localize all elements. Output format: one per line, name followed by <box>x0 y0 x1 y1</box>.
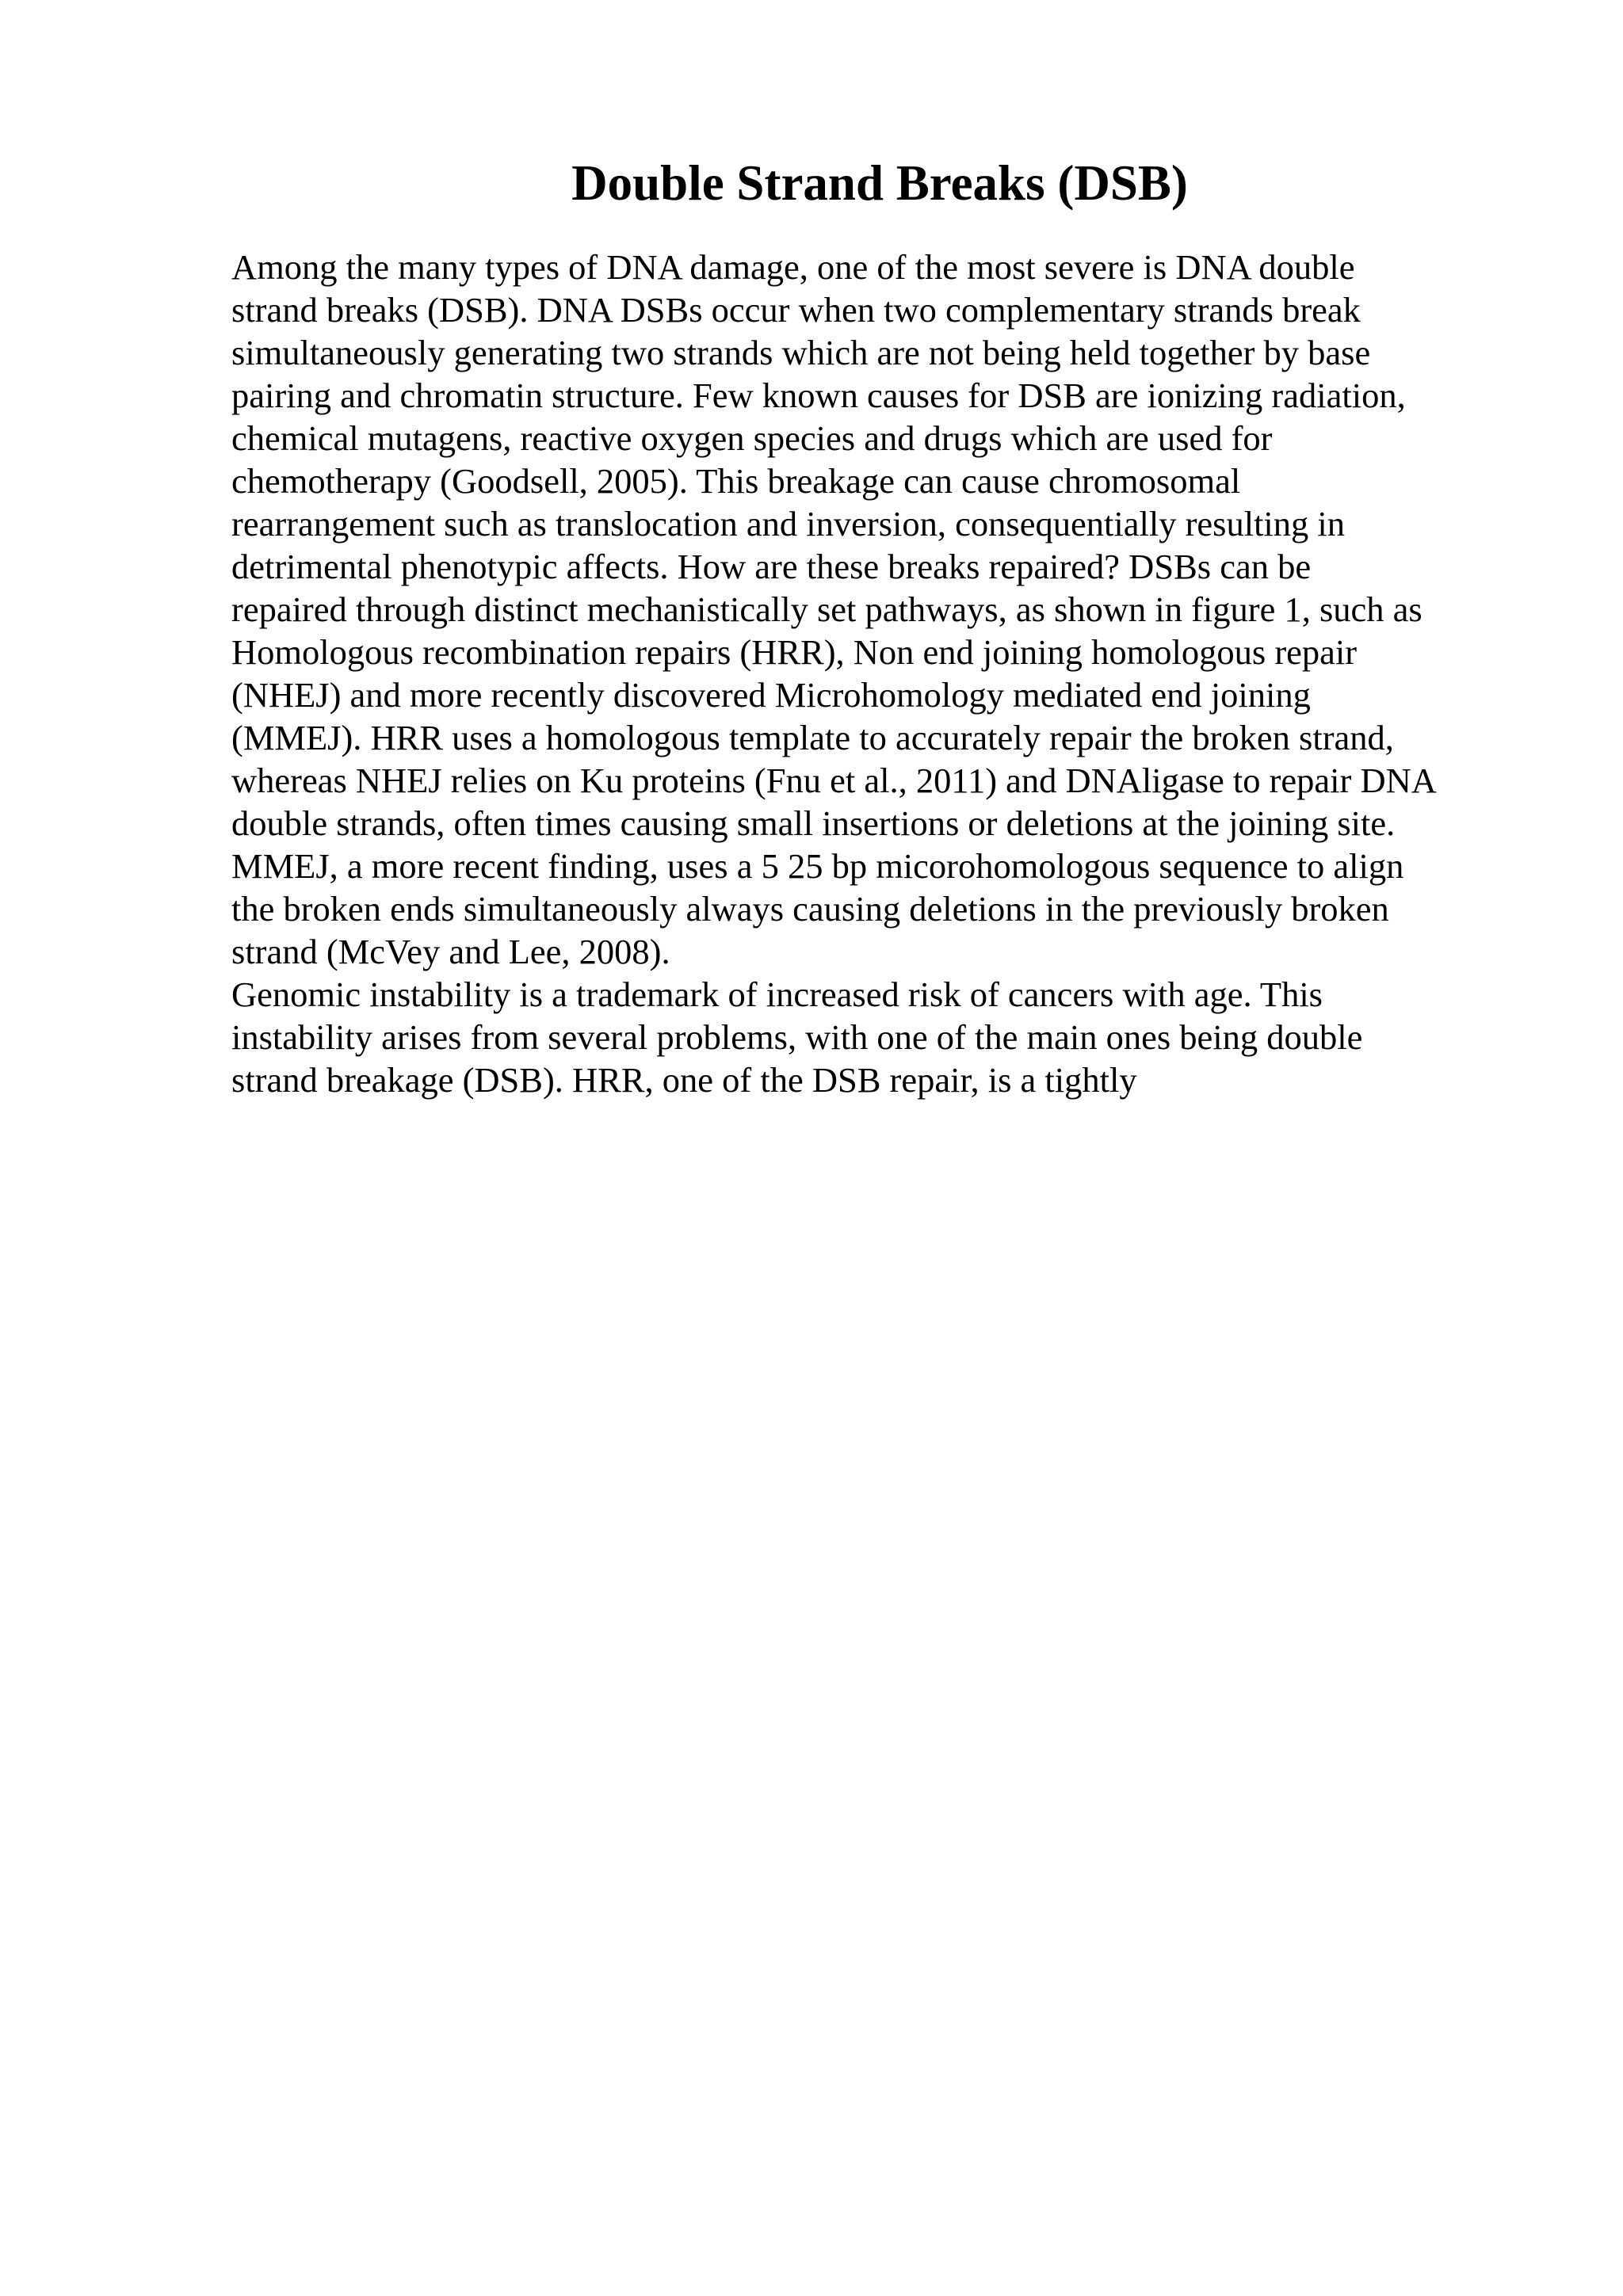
body-text <box>231 246 1515 1101</box>
text-line: MMEJ, a more recent finding, uses a 5 25 bp micorohomologous sequence to align <box>231 846 1404 886</box>
text-line: detrimental phenotypic affects. How are these breaks repaired? DSBs can be <box>231 547 1312 586</box>
text-line: Homologous recombination repairs (HRR), Non end joining homologous repair <box>231 632 1358 672</box>
text-line: chemical mutagens, reactive oxygen species and drugs which are used for <box>231 418 1273 458</box>
text-line: repaired through distinct mechanistically set pathways, as shown in figure 1, such as <box>231 589 1423 629</box>
text-line: Genomic instability is a trademark of increased risk of cancers with age. This <box>231 974 1323 1014</box>
text-line: strand (McVey and Lee, 2008). <box>231 932 670 971</box>
text-line: (NHEJ) and more recently discovered Microhomology mediated end joining <box>231 675 1311 715</box>
page-title: Double Strand Breaks (DSB) <box>571 155 1188 211</box>
text-line: strand breaks (DSB). DNA DSBs occur when two complementary strands break <box>231 290 1361 330</box>
text-line: rearrangement such as translocation and inversion, consequentially resulting in <box>231 504 1346 543</box>
text-line: simultaneously generating two strands which are not being held together by base <box>231 333 1371 372</box>
text-line: double strands, often times causing small insertions or deletions at the joining site. <box>231 803 1396 843</box>
text-line: chemotherapy (Goodsell, 2005). This breakage can cause chromosomal <box>231 461 1241 501</box>
text-line: strand breakage (DSB). HRR, one of the DSB repair, is a tightly <box>231 1060 1137 1100</box>
text-line: whereas NHEJ relies on Ku proteins (Fnu et al., 2011) and DNAligase to repair DNA <box>231 761 1437 800</box>
text-line: the broken ends simultaneously always causing deletions in the previously broken <box>231 889 1389 929</box>
text-line: Among the many types of DNA damage, one of the most severe is DNA double <box>231 247 1355 287</box>
text-line: (MMEJ). HRR uses a homologous template to accurately repair the broken strand, <box>231 718 1394 757</box>
text-line: instability arises from several problems, with one of the main ones being double <box>231 1017 1363 1057</box>
text-line: pairing and chromatin structure. Few known causes for DSB are ionizing radiation, <box>231 376 1406 415</box>
